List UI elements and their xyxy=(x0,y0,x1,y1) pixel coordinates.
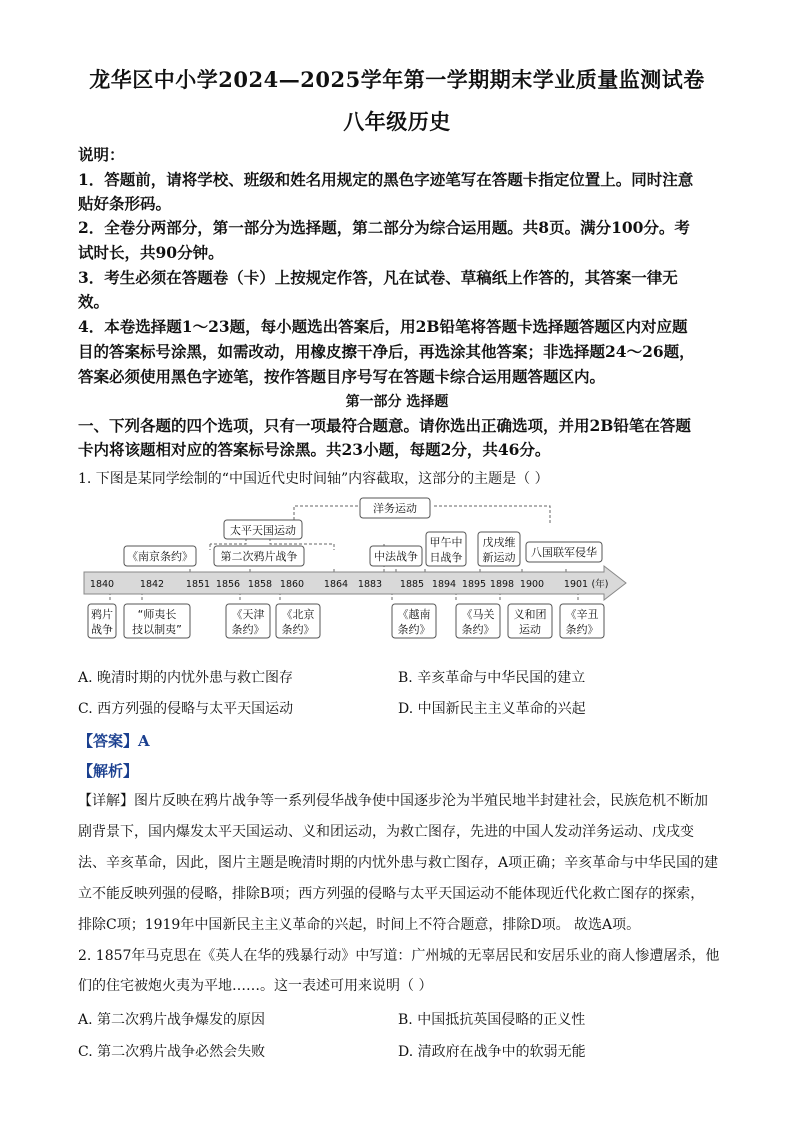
exam-subtitle: 八年级历史 xyxy=(343,109,451,134)
q1-option-d: D. 中国新民主主义革命的兴起 xyxy=(398,701,586,717)
year-label: 1900 xyxy=(519,579,545,590)
instruction-line: 3．考生必须在答题卷（卡）上按规定作答，凡在试卷、草稿纸上作答的，其答案一律无 xyxy=(78,268,678,287)
instructions-label: 说明： xyxy=(78,145,125,164)
timeline-diagram xyxy=(80,496,640,652)
q1-option-b: B. 辛亥革命与中华民国的建立 xyxy=(398,670,586,686)
year-unit: (年) xyxy=(591,579,609,590)
timeline-label: 日战争 xyxy=(429,551,463,564)
instruction-line: 效。 xyxy=(78,292,110,311)
year-label: 1842 xyxy=(139,579,165,590)
timeline-label: 技以制夷” xyxy=(132,623,182,636)
timeline-label: 义和团 xyxy=(513,608,547,621)
q2-option-a: A. 第二次鸦片战争爆发的原因 xyxy=(78,1012,266,1028)
question-2-stem: 们的住宅被炮火夷为平地……。这一表述可用来说明（ ） xyxy=(78,978,433,994)
timeline-bottom-labels xyxy=(88,604,604,638)
exam-title: 龙华区中小学2024—2025学年第一学期期末学业质量监测试卷 xyxy=(89,67,705,92)
timeline-label: 《越南 xyxy=(397,608,431,621)
timeline-label: 《马关 xyxy=(461,608,495,621)
year-label: 1894 xyxy=(431,579,457,590)
timeline-label: 运动 xyxy=(519,623,541,636)
instruction-line: 目的答案标号涂黑，如需改动，用橡皮擦干净后，再选涂其他答案；非选择题24～26题， xyxy=(78,342,695,361)
timeline-label: 条约》 xyxy=(397,623,431,636)
year-label: 1860 xyxy=(279,579,305,590)
year-label: 1883 xyxy=(357,579,383,590)
timeline-label: 条约》 xyxy=(231,623,265,636)
timeline-label: 甲午中 xyxy=(429,536,463,549)
timeline-label: 条约》 xyxy=(281,623,315,636)
q1-option-a: A. 晚清时期的内忧外患与救亡图存 xyxy=(78,670,294,686)
answer-label: 【答案】A xyxy=(78,732,150,750)
timeline-label: 条约》 xyxy=(461,623,495,636)
instruction-line: 1．答题前，请将学校、班级和姓名用规定的黑色字迹笔写在答题卡指定位置上。同时注意 xyxy=(78,170,694,189)
year-label: 1858 xyxy=(247,579,273,590)
year-label: 1864 xyxy=(323,579,349,590)
timeline-label: 太平天国运动 xyxy=(230,524,296,537)
timeline-label: 《北京 xyxy=(281,608,315,621)
timeline-label: 洋务运动 xyxy=(373,502,417,515)
timeline-label: “师夷长 xyxy=(137,608,177,621)
year-label: 1840 xyxy=(89,579,115,590)
timeline-label: 鸦片 xyxy=(91,608,113,621)
timeline-label: 条约》 xyxy=(565,623,599,636)
q2-option-d: D. 清政府在战争中的软弱无能 xyxy=(398,1044,586,1060)
detail-line: 立不能反映列强的侵略，排除B项；西方列强的侵略与太平天国运动不能体现近代化救亡图存的探索， xyxy=(78,886,705,902)
year-label: 1895 xyxy=(461,579,487,590)
timeline-label: 八国联军侵华 xyxy=(531,546,597,559)
timeline-label: 《南京条约》 xyxy=(127,550,193,563)
section-instruction-line: 卡内将该题相对应的答案标号涂黑。共23小题，每题2分，共46分。 xyxy=(78,440,551,459)
timeline-label: 《辛丑 xyxy=(565,608,599,621)
q2-option-c: C. 第二次鸦片战争必然会失败 xyxy=(78,1044,266,1060)
detail-line: 排除C项；1919年中国新民主主义革命的兴起，时间上不符合题意，排除D项。 故选A项。 xyxy=(78,917,641,933)
timeline-label: 《天津 xyxy=(231,608,265,621)
timeline-label: 战争 xyxy=(91,623,113,636)
question-1-stem: 1. 下图是某同学绘制的“中国近代史时间轴”内容截取，这部分的主题是（ ） xyxy=(78,471,549,487)
analysis-label: 【解析】 xyxy=(78,762,139,780)
detail-line: 【详解】图片反映在鸦片战争等一系列侵华战争使中国逐步沦为半殖民地半封建社会，民族危机不断加 xyxy=(78,793,708,809)
q1-option-c: C. 西方列强的侵略与太平天国运动 xyxy=(78,701,294,717)
section-instruction-line: 一、下列各题的四个选项，只有一项最符合题意。请你选出正确选项，并用2B铅笔在答题 xyxy=(78,416,691,435)
detail-line: 剧背景下，国内爆发太平天国运动、义和团运动，为救亡图存，先进的中国人发动洋务运动、戊戌变 xyxy=(78,824,694,840)
timeline-top-labels xyxy=(124,498,602,566)
year-label: 1856 xyxy=(215,579,241,590)
instruction-line: 贴好条形码。 xyxy=(78,194,172,213)
timeline-label: 戊戌维 xyxy=(482,536,516,549)
instruction-line: 2．全卷分两部分，第一部分为选择题，第二部分为综合运用题。共8页。满分100分。考 xyxy=(78,218,690,237)
detail-line: 法、辛亥革命，因此，图片主题是晚清时期的内忧外患与救亡图存，A项正确；辛亥革命与中华民国的建 xyxy=(78,855,719,871)
part1-title: 第一部分 选择题 xyxy=(345,394,449,410)
timeline-label: 新运动 xyxy=(482,551,516,564)
year-label: 1901 xyxy=(563,579,589,590)
timeline-label: 中法战争 xyxy=(374,550,418,563)
instruction-line: 试时长，共90分钟。 xyxy=(78,243,224,262)
question-2-stem: 2. 1857年马克思在《英人在华的残暴行动》中写道：广州城的无辜居民和安居乐业的商人惨遭屠杀，他 xyxy=(78,948,720,964)
q2-option-b: B. 中国抵抗英国侵略的正义性 xyxy=(398,1012,586,1028)
instruction-line: 4．本卷选择题1～23题，每小题选出答案后，用2B铅笔将答题卡选择题答题区内对应题 xyxy=(78,317,688,336)
year-label: 1898 xyxy=(489,579,515,590)
timeline-label: 第二次鸦片战争 xyxy=(220,550,298,563)
year-label: 1885 xyxy=(399,579,425,590)
instruction-line: 答案必须使用黑色字迹笔，按作答题目序号写在答题卡综合运用题答题区内。 xyxy=(78,367,606,386)
year-label: 1851 xyxy=(185,579,211,590)
